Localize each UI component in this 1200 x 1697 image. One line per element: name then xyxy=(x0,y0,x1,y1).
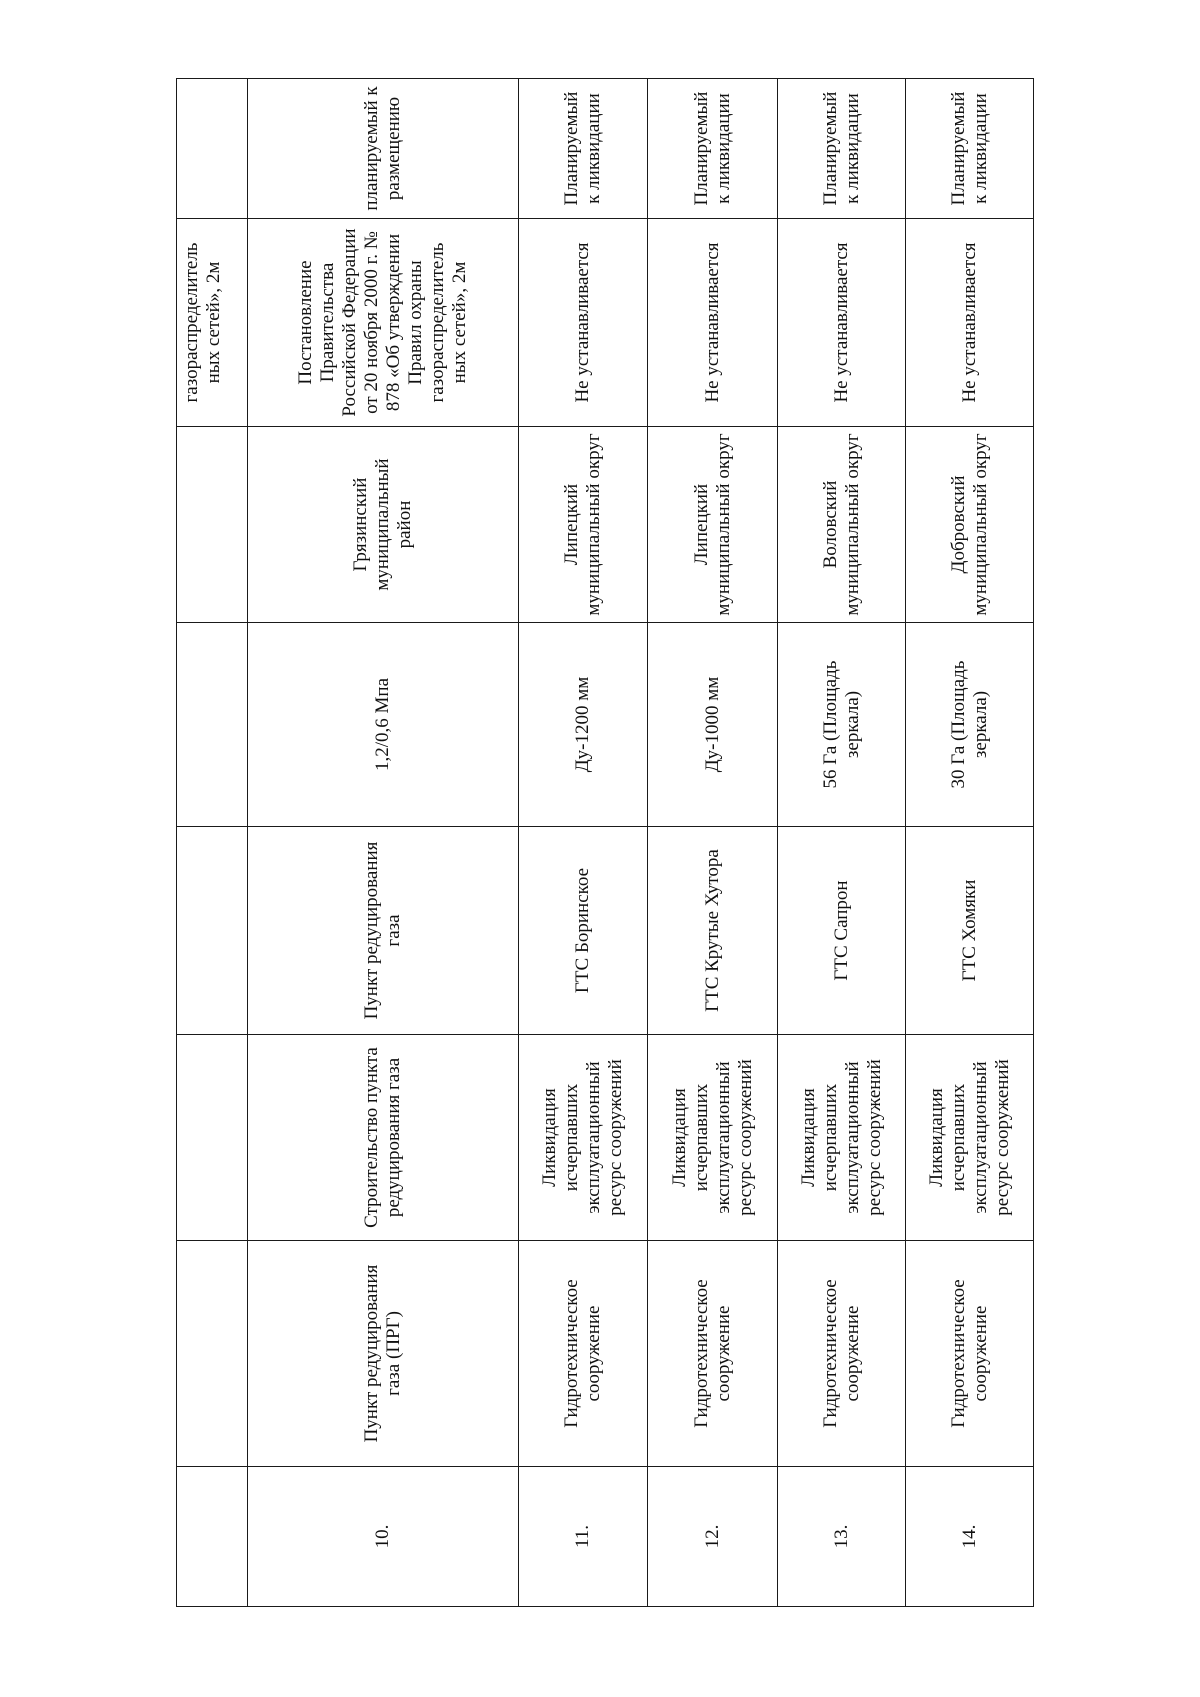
cell-cont-purpose xyxy=(177,1035,248,1241)
cell-location: Воловский муниципальный округ xyxy=(778,427,906,623)
cell-zone: Не устанавливается xyxy=(778,219,906,427)
infrastructure-table xyxy=(176,78,1034,1607)
cell-object: ГТС Боринское xyxy=(518,827,648,1035)
cell-status: Планируемый к ликвидации xyxy=(518,79,648,219)
cell-purpose: Ликвидация исчерпавших эксплуатационный ресурс сооружений xyxy=(906,1035,1034,1241)
cell-object: Пункт редуцирования газа xyxy=(248,827,518,1035)
cell-num: 11. xyxy=(518,1467,648,1607)
cell-param: 1,2/0,6 Мпа xyxy=(248,623,518,827)
cell-purpose: Ликвидация исчерпавших эксплуатационный ресурс сооружений xyxy=(648,1035,778,1241)
cell-status: планируемый к размещению xyxy=(248,79,518,219)
cell-name: Пункт редуцирования газа (ПРГ) xyxy=(248,1241,518,1467)
table-row-continuation xyxy=(177,79,248,1607)
cell-status: Планируемый к ликвидации xyxy=(778,79,906,219)
cell-zone: Не устанавливается xyxy=(906,219,1034,427)
cell-zone: Не устанавливается xyxy=(648,219,778,427)
cell-status: Планируемый к ликвидации xyxy=(906,79,1034,219)
cell-num: 13. xyxy=(778,1467,906,1607)
cell-location: Грязинский муниципальный район xyxy=(248,427,518,623)
cell-location: Липецкий муниципальный округ xyxy=(648,427,778,623)
cell-object: ГТС Хомяки xyxy=(906,827,1034,1035)
table-row xyxy=(778,79,906,1607)
cell-name: Гидротехническое сооружение xyxy=(648,1241,778,1467)
table-row xyxy=(906,79,1034,1607)
cell-param: Ду-1000 мм xyxy=(648,623,778,827)
cell-object: ГТС Крутые Хутора xyxy=(648,827,778,1035)
cell-name: Гидротехническое сооружение xyxy=(906,1241,1034,1467)
cell-name: Гидротехническое сооружение xyxy=(778,1241,906,1467)
cell-status: Планируемый к ликвидации xyxy=(648,79,778,219)
cell-zone: Не устанавливается xyxy=(518,219,648,427)
cell-cont-param xyxy=(177,623,248,827)
cell-location: Липецкий муниципальный округ xyxy=(518,427,648,623)
cell-num: 12. xyxy=(648,1467,778,1607)
cell-cont-status xyxy=(177,79,248,219)
cell-purpose: Ликвидация исчерпавших эксплуатационный ресурс сооружений xyxy=(778,1035,906,1241)
cell-param: Ду-1200 мм xyxy=(518,623,648,827)
cell-cont-location xyxy=(177,427,248,623)
cell-name: Гидротехническое сооружение xyxy=(518,1241,648,1467)
cell-cont-num xyxy=(177,1467,248,1607)
cell-location: Добровский муниципальный округ xyxy=(906,427,1034,623)
cell-cont-name xyxy=(177,1241,248,1467)
cell-cont-object xyxy=(177,827,248,1035)
cell-param: 56 Га (Площадь зеркала) xyxy=(778,623,906,827)
cell-object: ГТС Сапрон xyxy=(778,827,906,1035)
cell-purpose: Строительство пункта редуцирования газа xyxy=(248,1035,518,1241)
table-rotated-container xyxy=(176,79,1034,1607)
table-row xyxy=(648,79,778,1607)
cell-num: 10. xyxy=(248,1467,518,1607)
cell-num: 14. xyxy=(906,1467,1034,1607)
cell-zone: Постановление Правительства Российской Федерации от 20 ноября 2000 г. № 878 «Об утверждении Правил охраны газораспределитель ных сетей», 2м xyxy=(248,219,518,427)
cell-cont-zone: газораспределитель ных сетей», 2м xyxy=(177,219,248,427)
table-row xyxy=(248,79,518,1607)
table-row xyxy=(518,79,648,1607)
cell-purpose: Ликвидация исчерпавших эксплуатационный ресурс сооружений xyxy=(518,1035,648,1241)
cell-param: 30 Га (Площадь зеркала) xyxy=(906,623,1034,827)
